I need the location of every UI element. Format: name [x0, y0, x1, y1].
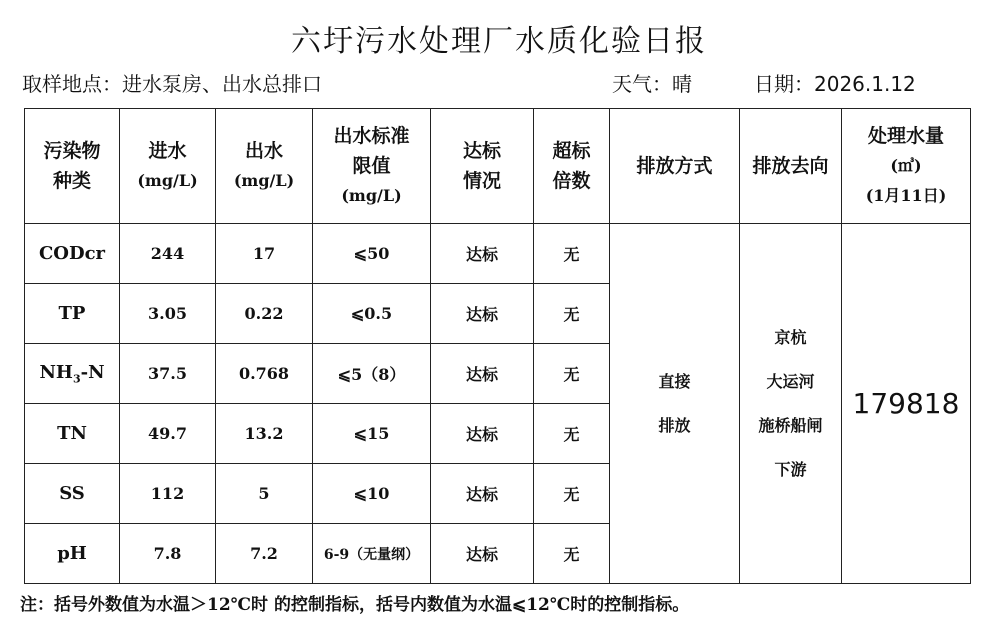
row-nh3n-limit: ⩽5（8）	[313, 344, 431, 404]
header-influent-line1: 进水	[148, 140, 187, 162]
row-ph-limit: 6-9（无量纲）	[313, 524, 431, 584]
nh3n-subscript: 3	[72, 372, 81, 386]
discharge-method-cell	[610, 224, 740, 584]
nh3n-tail: -N	[80, 361, 105, 383]
table-header-row	[25, 109, 971, 224]
row-nh3n-status: 达标	[431, 344, 534, 404]
header-influent	[120, 109, 216, 224]
header-exceed-line2: 倍数	[552, 170, 591, 192]
header-discharge-destination: 排放去向	[740, 109, 842, 224]
header-pollutant-line1: 污染物	[43, 140, 101, 162]
weather: 天气：晴	[612, 72, 692, 96]
report-date: 日期：2026.1.12	[754, 72, 916, 96]
header-volume-unit: (㎥)	[890, 156, 922, 175]
header-effluent-line1: 出水	[244, 140, 283, 162]
header-influent-unit: (mg/L)	[137, 171, 198, 190]
row-ss-limit: ⩽10	[313, 464, 431, 524]
row-tp-effluent: 0.22	[216, 284, 313, 344]
header-exceed-line1: 超标	[552, 140, 591, 162]
row-ph-exceed: 无	[534, 524, 610, 584]
row-tn-limit: ⩽15	[313, 404, 431, 464]
destination-line2: 大运河	[766, 371, 815, 391]
destination-line4: 下游	[774, 459, 807, 479]
sampling-location: 取样地点：进水泵房、出水总排口	[22, 72, 322, 96]
header-compliance-line1: 达标	[462, 140, 501, 162]
row-ph-name: pH	[25, 524, 120, 584]
row-codcr-name: CODcr	[25, 224, 120, 284]
row-ss-effluent: 5	[216, 464, 313, 524]
row-tp-limit: ⩽0.5	[313, 284, 431, 344]
nh3n-main: NH	[39, 361, 73, 383]
row-codcr-effluent: 17	[216, 224, 313, 284]
row-ss-influent: 112	[120, 464, 216, 524]
report-title: 六圩污水处理厂水质化验日报	[291, 24, 707, 59]
row-tp-status: 达标	[431, 284, 534, 344]
table-row	[25, 224, 971, 284]
header-effluent	[216, 109, 313, 224]
header-exceed	[534, 109, 610, 224]
header-limit-unit: (mg/L)	[341, 186, 402, 205]
header-limit-line2: 限值	[352, 155, 391, 177]
discharge-method-line1: 直接	[658, 371, 691, 391]
row-nh3n-exceed: 无	[534, 344, 610, 404]
row-nh3n-effluent: 0.768	[216, 344, 313, 404]
row-ph-influent: 7.8	[120, 524, 216, 584]
header-compliance-line2: 情况	[462, 170, 501, 192]
row-codcr-influent: 244	[120, 224, 216, 284]
destination-line1: 京杭	[774, 327, 807, 347]
header-compliance	[431, 109, 534, 224]
row-ph-status: 达标	[431, 524, 534, 584]
row-ss-name: SS	[25, 464, 120, 524]
destination-line3: 施桥船闸	[758, 415, 823, 435]
header-limit	[313, 109, 431, 224]
row-tp-influent: 3.05	[120, 284, 216, 344]
header-pollutant-line2: 种类	[52, 170, 91, 192]
discharge-destination-cell	[740, 224, 842, 584]
header-volume	[842, 109, 971, 224]
row-tn-effluent: 13.2	[216, 404, 313, 464]
row-codcr-limit: ⩽50	[313, 224, 431, 284]
row-codcr-exceed: 无	[534, 224, 610, 284]
row-tn-influent: 49.7	[120, 404, 216, 464]
discharge-method-line2: 排放	[658, 415, 691, 435]
footnote: 注：括号外数值为水温＞12℃时 的控制指标，括号内数值为水温⩽12℃时的控制指标。	[20, 595, 690, 615]
row-tp-exceed: 无	[534, 284, 610, 344]
row-nh3n-influent: 37.5	[120, 344, 216, 404]
header-volume-line1: 处理水量	[867, 125, 944, 147]
row-ph-effluent: 7.2	[216, 524, 313, 584]
header-discharge-method: 排放方式	[610, 109, 740, 224]
header-pollutant	[25, 109, 120, 224]
row-codcr-status: 达标	[431, 224, 534, 284]
row-ss-status: 达标	[431, 464, 534, 524]
row-tn-status: 达标	[431, 404, 534, 464]
row-tn-name: TN	[25, 404, 120, 464]
water-quality-table	[24, 108, 971, 584]
row-tp-name: TP	[25, 284, 120, 344]
row-ss-exceed: 无	[534, 464, 610, 524]
treated-volume: 179818	[842, 224, 971, 584]
header-volume-date: (1月11日)	[865, 186, 947, 205]
row-tn-exceed: 无	[534, 404, 610, 464]
header-limit-line1: 出水标准	[333, 125, 410, 147]
row-nh3n-name	[25, 344, 120, 404]
header-effluent-unit: (mg/L)	[233, 171, 295, 190]
